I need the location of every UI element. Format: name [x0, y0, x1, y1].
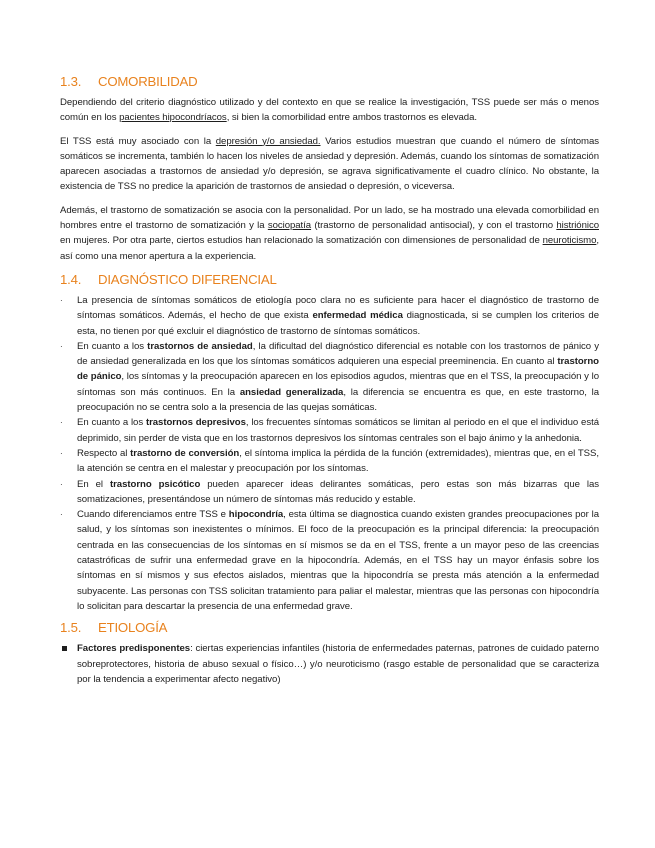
- heading-title: ETIOLOGÍA: [98, 620, 168, 636]
- section-comorbilidad: [60, 74, 599, 264]
- bullet-list: [60, 641, 599, 687]
- underlined-term: sociopatía: [267, 220, 312, 232]
- paragraph: Dependiendo del criterio diagnóstico utilizado y del contexto en que se realice la investigación, TSS puede ser más o menos común en los pacientes hipocondríacos, si bien la comorbilidad entre ambos trastornos es elevada.: [60, 97, 599, 124]
- paragraph: Además, el trastorno de somatización se asocia con la personalidad. Por un lado, se ha mostrado una elevada comorbilidad en hombres entre el trastorno de somatización y la sociopatía (trastorno de personalidad antisocial), y con el trastorno histriónico en mujeres. Por otra parte, ciertos estudios han relacionado la somatización con dimensiones de personalidad de neuroticismo, así como una menor apertura a la experiencia.: [60, 204, 599, 262]
- bullet-dot-icon: ·: [60, 479, 63, 489]
- underlined-term: histriónico: [556, 220, 599, 232]
- heading-title: DIAGNÓSTICO DIFERENCIAL: [98, 271, 277, 287]
- heading-number: 1.4.: [60, 271, 82, 287]
- bullet-dot-icon: ·: [60, 510, 63, 520]
- bullet-dot-icon: ·: [60, 295, 63, 305]
- list-item: · En cuanto a los trastornos depresivos, los frecuentes síntomas somáticos se limitan al periodo en el que el individuo está deprimido, sin perder de vista que en los trastornos depresivos los síntomas centrales son el bajo ánimo y la anhedonia.: [60, 417, 599, 444]
- section-diagnostico-diferencial: [60, 272, 599, 614]
- list-item: · Cuando diferenciamos entre TSS e hipocondría, esta última se diagnostica cuando existen grandes preocupaciones por la salud, y los síntomas son inexistentes o mínimos. El foco de la preocupación es la principal diferencia: la preocupación centrada en las consecuencias de los síntomas en sí mismos se da en el TSS, frente a un mayor peso de las creencias catastróficas de sufrir una enfermedad grave en la hipocondría. Además, en el TSS hay un mayor énfasis sobre los síntomas en sí mismos y sus efectos aislados, mientras que la hipocondría se presta más atención a la enfermedad subyacente. Las personas con TSS solicitan tratamiento para paliar el malestar, mientras que las personas con hipocondría lo solicitan para descartar la presencia de una enfermedad grave.: [60, 509, 599, 612]
- heading-number: 1.3.: [60, 74, 82, 89]
- underlined-term: pacientes hipocondríacos: [119, 112, 227, 124]
- heading-title: COMORBILIDAD: [98, 74, 198, 89]
- bullet-list: [60, 293, 599, 614]
- bullet-dot-icon: ·: [60, 448, 63, 458]
- heading-diagnostico-diferencial: [60, 272, 599, 287]
- list-item: Factores predisponentes: ciertas experiencias infantiles (historia de enfermedades paternas, patrones de cuidado paterno sobreprotectores, historia de abuso sexual o físico…) y/o neuroticismo (rasgo estable de personalidad que se caracteriza por la tendencia a experimentar afecto negativo): [60, 641, 599, 687]
- heading-number: 1.5.: [60, 620, 82, 636]
- list-item: · En cuanto a los trastornos de ansiedad, la dificultad del diagnóstico diferencial es notable con los trastornos de pánico y de ansiedad generalizada en los que los síntomas somáticos adquieren una especial preeminencia. En cuanto al trastorno de pánico, los síntomas y la preocupación aparecen en los episodios agudos, mientras que en el TSS, la preocupación y lo síntomas son más continuos. En la ansiedad generalizada, la diferencia se encuentra es que, en este trastorno, la preocupación no se centra solo a la presencia de las quejas somáticas.: [60, 340, 600, 414]
- bullet-dot-icon: ·: [60, 418, 63, 428]
- list-item: · La presencia de síntomas somáticos de etiología poco clara no es suficiente para hacer el diagnóstico de trastorno de síntomas somáticos. Además, el hecho de que exista enfermedad médica diagnosticada, si se cumplen los criterios de esta, no tienen por qué excluir el diagnóstico de trastorno de síntomas somáticos.: [60, 294, 599, 337]
- list-item: · En el trastorno psicótico pueden aparecer ideas delirantes somáticas, pero estas son más bizarras que las somatizaciones, presentándose un número de síntomas más reducido y estable.: [60, 478, 600, 505]
- section-etiologia: [60, 620, 599, 687]
- bullet-dot-icon: ·: [60, 341, 63, 351]
- paragraph: El TSS está muy asociado con la depresión y/o ansiedad. Varios estudios muestran que cuando el número de síntomas somáticos se incrementa, también lo hacen los niveles de ansiedad y depresión. Además, cuando los síntomas de somatización aparecen asociadas a trastornos de ansiedad y/o depresión, se agrava significativamente el cuadro clínico. No obstante, la existencia de TSS no predice la aparición de trastornos de ansiedad o depresión, o viceversa.: [60, 135, 599, 193]
- underlined-term: neuroticismo: [542, 235, 597, 247]
- heading-comorbilidad: [60, 74, 599, 89]
- list-item: · Respecto al trastorno de conversión, el síntoma implica la pérdida de la función (extremidades), mientras que, en el TSS, la atención se centra en el malestar y preocupación por los síntomas.: [60, 447, 599, 475]
- square-bullet-icon: [62, 646, 67, 651]
- underlined-term: depresión y/o ansiedad.: [215, 135, 321, 147]
- heading-etiologia: [60, 620, 599, 635]
